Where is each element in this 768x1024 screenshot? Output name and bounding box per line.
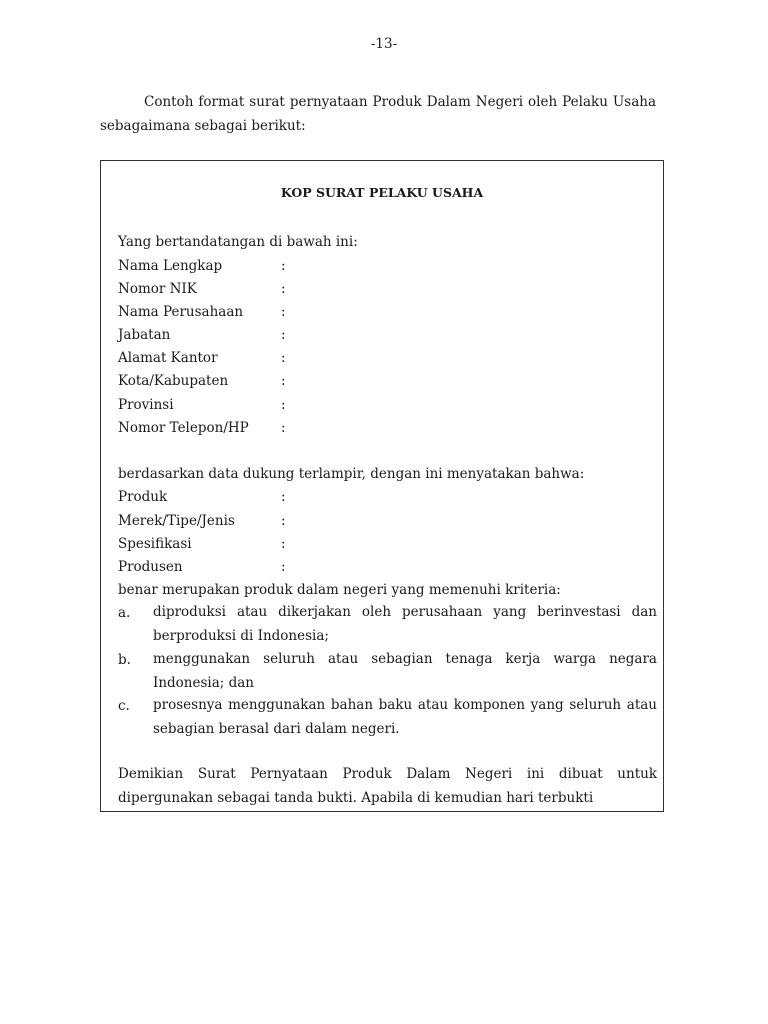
criteria-text: menggunakan seluruh atau sebagian tenaga kerja warga negara Indonesia; dan [153,651,657,691]
field-row [118,326,658,344]
field-label: Produsen [118,559,183,575]
field-colon: : [281,397,286,413]
field-colon: : [281,489,286,505]
product-field-row [118,535,658,553]
field-colon: : [281,373,286,389]
field-label: Jabatan [118,327,171,343]
criteria-letter: b. [118,652,131,668]
field-label: Nomor NIK [118,281,197,297]
product-field-row [118,558,658,576]
criteria-text: diproduksi atau dikerjakan oleh perusahaan yang berinvestasi dan berproduksi di Indonesia; [153,604,657,644]
field-label: Nomor Telepon/HP [118,420,249,436]
field-row [118,396,658,414]
field-label: Provinsi [118,397,174,413]
page-number: -13- [370,36,398,52]
intro-text: Contoh format surat pernyataan Produk Dalam Negeri oleh Pelaku Usaha sebagaimana sebagai berikut: [100,94,656,134]
field-colon: : [281,420,286,436]
letter-template-box [100,160,664,812]
product-field-row [118,512,658,530]
field-label: Merek/Tipe/Jenis [118,513,235,529]
field-row [118,419,658,437]
letterhead-title: KOP SURAT PELAKU USAHA [280,185,484,200]
criteria-letter: c. [118,698,130,714]
criteria-intro: benar merupakan produk dalam negeri yang memenuhi kriteria: [118,582,561,598]
field-colon: : [281,513,286,529]
field-label: Alamat Kantor [118,350,218,366]
field-colon: : [281,536,286,552]
field-row [118,280,658,298]
intro-paragraph [100,90,656,138]
criteria-letter: a. [118,605,131,621]
field-colon: : [281,258,286,274]
field-label: Spesifikasi [118,536,192,552]
field-row [118,257,658,275]
criteria-text: prosesnya menggunakan bahan baku atau komponen yang seluruh atau sebagian berasal dari dalam negeri. [153,697,657,737]
statement-line: berdasarkan data dukung terlampir, dengan ini menyatakan bahwa: [118,466,585,482]
closing-paragraph: Demikian Surat Pernyataan Produk Dalam Negeri ini dibuat untuk dipergunakan sebagai tanda bukti. Apabila di kemudian hari terbukti [118,766,657,806]
field-label: Nama Perusahaan [118,304,244,320]
field-row [118,349,658,367]
field-row [118,372,658,390]
product-field-row [118,488,658,506]
field-colon: : [281,350,286,366]
opening-line: Yang bertandatangan di bawah ini: [118,234,358,250]
field-row [118,303,658,321]
field-label: Produk [118,489,168,505]
field-colon: : [281,304,286,320]
field-label: Kota/Kabupaten [118,373,229,389]
field-colon: : [281,281,286,297]
field-colon: : [281,559,286,575]
field-colon: : [281,327,286,343]
field-label: Nama Lengkap [118,258,223,274]
